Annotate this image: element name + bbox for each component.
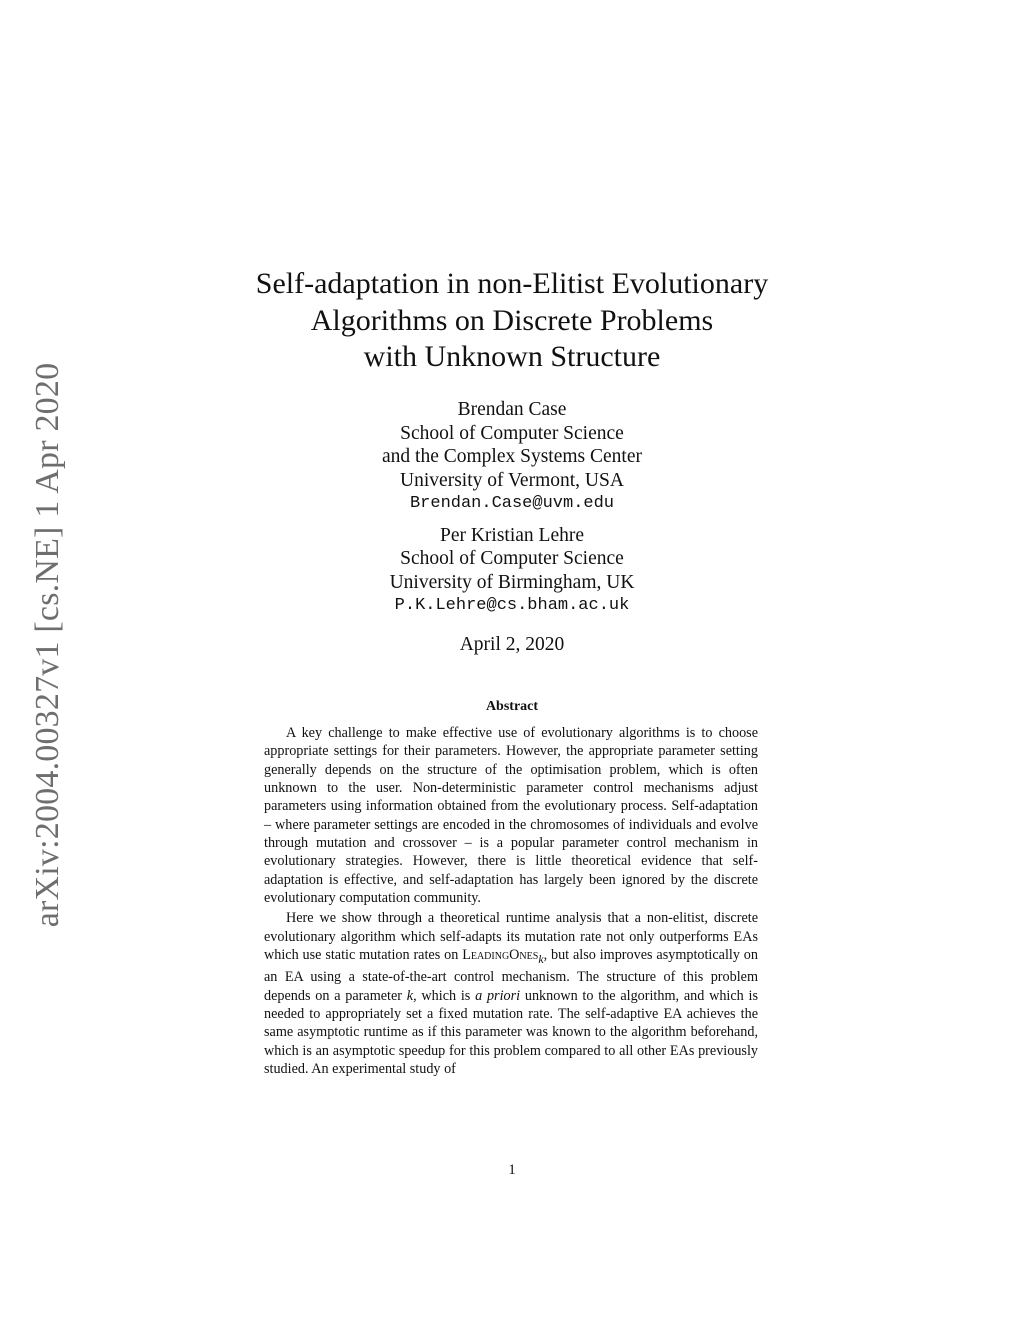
paper-date: April 2, 2020 (459, 634, 565, 655)
abstract-text: , but also improves asymptotically on an EA using a state-of-the-art control mechanism. The structure of this problem depends on a parameter (264, 947, 758, 1004)
author-affiliation: University of Birmingham, UK (389, 571, 635, 593)
abstract-text: Here we show through a theoretical runtime analysis that a non-elitist, discrete evolutionary algorithm which self-adapts its mutation rate not only outperforms EAs which use static mutation rates on (264, 910, 758, 964)
parameter-k: k (406, 987, 414, 1004)
author-affiliation: University of Vermont, USA (400, 469, 624, 491)
leadingones-subscript: k (538, 951, 544, 966)
abstract-paragraph-2 (264, 909, 758, 1078)
title-line-1: Self-adaptation in non-Elitist Evolutionary (255, 267, 769, 300)
page-number: 1 (508, 1162, 516, 1178)
paper-title (200, 266, 824, 376)
author-affiliation: School of Computer Science (400, 548, 624, 569)
abstract-text: , which is (413, 987, 476, 1004)
author-name: Brendan Case (457, 399, 567, 420)
title-line-3: with Unknown Structure (363, 340, 661, 373)
abstract-text: unknown to the algorithm, and which is needed to appropriately set a fixed mutation rate. The self-adaptive EA achieves the same asymptotic runtime as if this parameter was known to the algorithm beforehand, which is an asymptotic speedup for this problem compared to all other EAs previously studied. An experimental study of (264, 987, 758, 1078)
abstract-body (264, 724, 758, 1078)
author-email: P.K.Lehre@cs.bham.ac.uk (394, 596, 630, 615)
author-affiliation: and the Complex Systems Center (382, 446, 642, 467)
abstract-heading: Abstract (485, 699, 539, 714)
author-block-2 (200, 524, 824, 618)
a-priori-emphasis: a priori (475, 987, 521, 1004)
abstract-paragraph-1: A key challenge to make effective use of evolutionary algorithms is to choose appropriate settings for their parameters. However, the appropriate parameter setting generally depends on the structure of the optimisation problem, which is often unknown to the user. Non-deterministic parameter control mechanisms adjust parameters using information obtained from the evolutionary process. Self-adaptation – where parameter settings are encoded in the chromosomes of individuals and evolve through mutation and crossover – is a popular parameter control mechanism in evolutionary strategies. However, there is little theoretical evidence that self-adaptation is effective, and self-adaptation has largely been ignored by the discrete evolutionary computation community. (264, 725, 758, 907)
author-list (200, 398, 824, 626)
author-block-1 (200, 398, 824, 516)
arxiv-identifier-stamp: arXiv:2004.00327v1 [cs.NE] 1 Apr 2020 (29, 362, 66, 928)
title-line-2: Algorithms on Discrete Problems (310, 303, 714, 337)
author-affiliation: School of Computer Science (400, 422, 624, 444)
author-name: Per Kristian Lehre (439, 524, 585, 546)
author-email: Brendan.Case@uvm.edu (409, 494, 615, 513)
leadingones-function-name: LeadingOnes (462, 947, 539, 964)
